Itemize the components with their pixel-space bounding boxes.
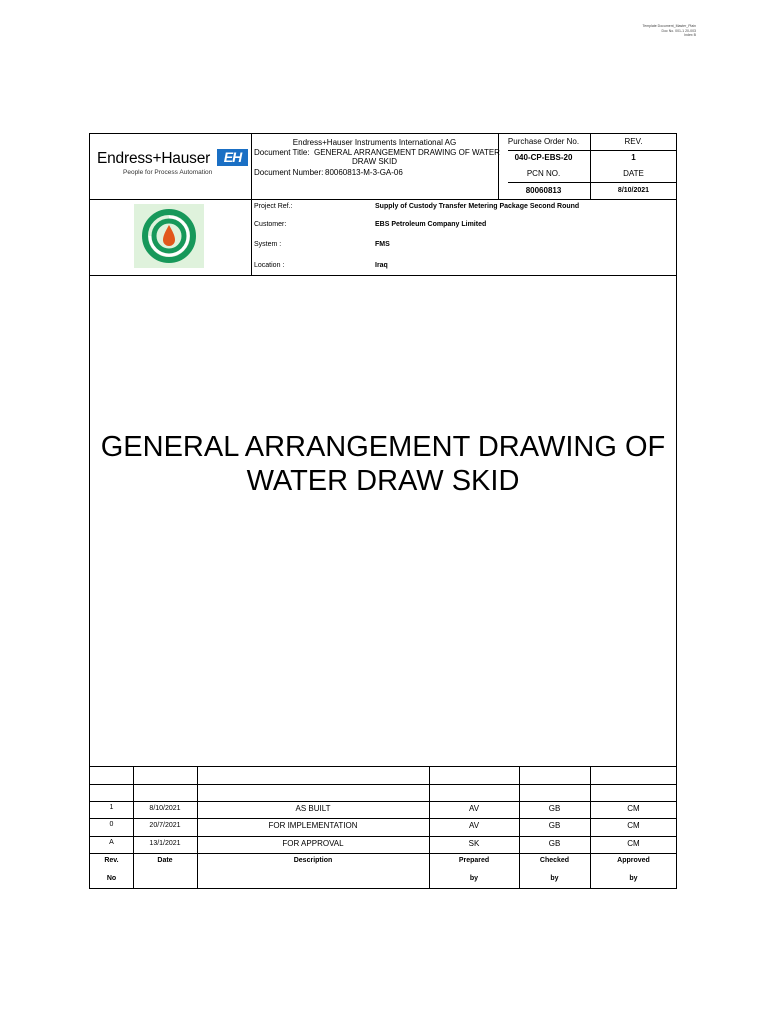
brand-tagline: People for Process Automation bbox=[123, 169, 213, 176]
rev-value: 1 bbox=[631, 153, 636, 162]
description-cell: FOR IMPLEMENTATION bbox=[268, 821, 358, 830]
ebs-petroleum-logo-icon bbox=[134, 204, 204, 268]
prepared-header-2: by bbox=[469, 875, 479, 882]
divider bbox=[90, 801, 676, 802]
checked-header-2: by bbox=[550, 875, 559, 882]
date-label: DATE bbox=[623, 169, 644, 178]
po-value: 040-CP-EBS-20 bbox=[514, 153, 573, 162]
doc-number-label: Document Number: bbox=[254, 168, 324, 177]
system-value: FMS bbox=[375, 241, 390, 248]
system-label: System : bbox=[254, 241, 282, 248]
doc-title-line2: DRAW SKID bbox=[351, 157, 398, 166]
prepared-cell: AV bbox=[468, 821, 480, 830]
customer-value: EBS Petroleum Company Limited bbox=[375, 221, 487, 228]
approved-cell: CM bbox=[627, 804, 640, 813]
approved-header-2: by bbox=[629, 875, 638, 882]
project-ref-value: Supply of Custody Transfer Metering Package Second Round bbox=[375, 203, 580, 210]
eh-mark-icon: EH bbox=[217, 149, 248, 166]
divider bbox=[90, 766, 676, 767]
checked-header: Checked bbox=[539, 857, 570, 864]
template-note-line: Template Document_Master_Plain bbox=[642, 24, 696, 28]
main-title: GENERAL ARRANGEMENT DRAWING OF WATER DRAW SKID bbox=[100, 431, 666, 497]
pcn-label: PCN NO. bbox=[526, 169, 561, 178]
brand-text: Endress+Hauser bbox=[97, 150, 211, 167]
checked-cell: GB bbox=[548, 821, 561, 830]
divider bbox=[90, 275, 676, 276]
pcn-value: 80060813 bbox=[525, 186, 562, 195]
rev-cell: 0 bbox=[109, 821, 114, 828]
doc-title-label: Document Title: bbox=[254, 148, 310, 157]
rev-header-2: No bbox=[106, 875, 117, 882]
checked-cell: GB bbox=[548, 804, 561, 813]
rev-header: Rev. bbox=[104, 857, 119, 864]
template-note bbox=[643, 24, 697, 38]
date-value: 8/10/2021 bbox=[617, 187, 650, 194]
approved-header: Approved bbox=[617, 857, 650, 864]
approved-cell: CM bbox=[627, 839, 640, 848]
template-note-line: Doc No. 001-1 20-003 bbox=[661, 28, 696, 33]
divider bbox=[90, 784, 676, 785]
doc-title-line1: GENERAL ARRANGEMENT DRAWING OF WATER bbox=[314, 148, 500, 157]
divider bbox=[90, 853, 676, 854]
divider bbox=[508, 150, 676, 151]
date-cell: 20/7/2021 bbox=[149, 822, 181, 829]
divider bbox=[90, 836, 676, 837]
date-cell: 8/10/2021 bbox=[149, 805, 181, 812]
location-label: Location : bbox=[254, 262, 285, 269]
approved-cell: CM bbox=[627, 821, 640, 830]
ebs-petroleum-logo-graphic bbox=[134, 204, 204, 268]
prepared-header: Prepared bbox=[458, 857, 490, 864]
doc-number: 80060813-M-3-GA-06 bbox=[325, 168, 403, 177]
divider bbox=[90, 818, 676, 819]
project-ref-label: Project Ref.: bbox=[254, 203, 293, 210]
date-cell: 13/1/2021 bbox=[149, 840, 181, 847]
description-cell: AS BUILT bbox=[295, 804, 331, 813]
company-name: Endress+Hauser Instruments International AG bbox=[292, 138, 457, 147]
customer-label: Customer: bbox=[254, 221, 287, 228]
description-header: Description bbox=[293, 857, 333, 864]
rev-label: REV. bbox=[624, 137, 643, 146]
rev-cell: 1 bbox=[109, 804, 114, 811]
location-value: Iraq bbox=[375, 262, 388, 269]
date-header: Date bbox=[157, 857, 173, 864]
checked-cell: GB bbox=[548, 839, 561, 848]
divider bbox=[508, 182, 676, 183]
prepared-cell: SK bbox=[468, 839, 480, 848]
po-label: Purchase Order No. bbox=[507, 137, 580, 146]
rev-cell: A bbox=[109, 839, 114, 846]
template-note-line: Index B bbox=[684, 33, 696, 37]
divider bbox=[251, 134, 252, 275]
divider bbox=[90, 199, 676, 200]
prepared-cell: AV bbox=[468, 804, 480, 813]
description-cell: FOR APPROVAL bbox=[282, 839, 344, 848]
